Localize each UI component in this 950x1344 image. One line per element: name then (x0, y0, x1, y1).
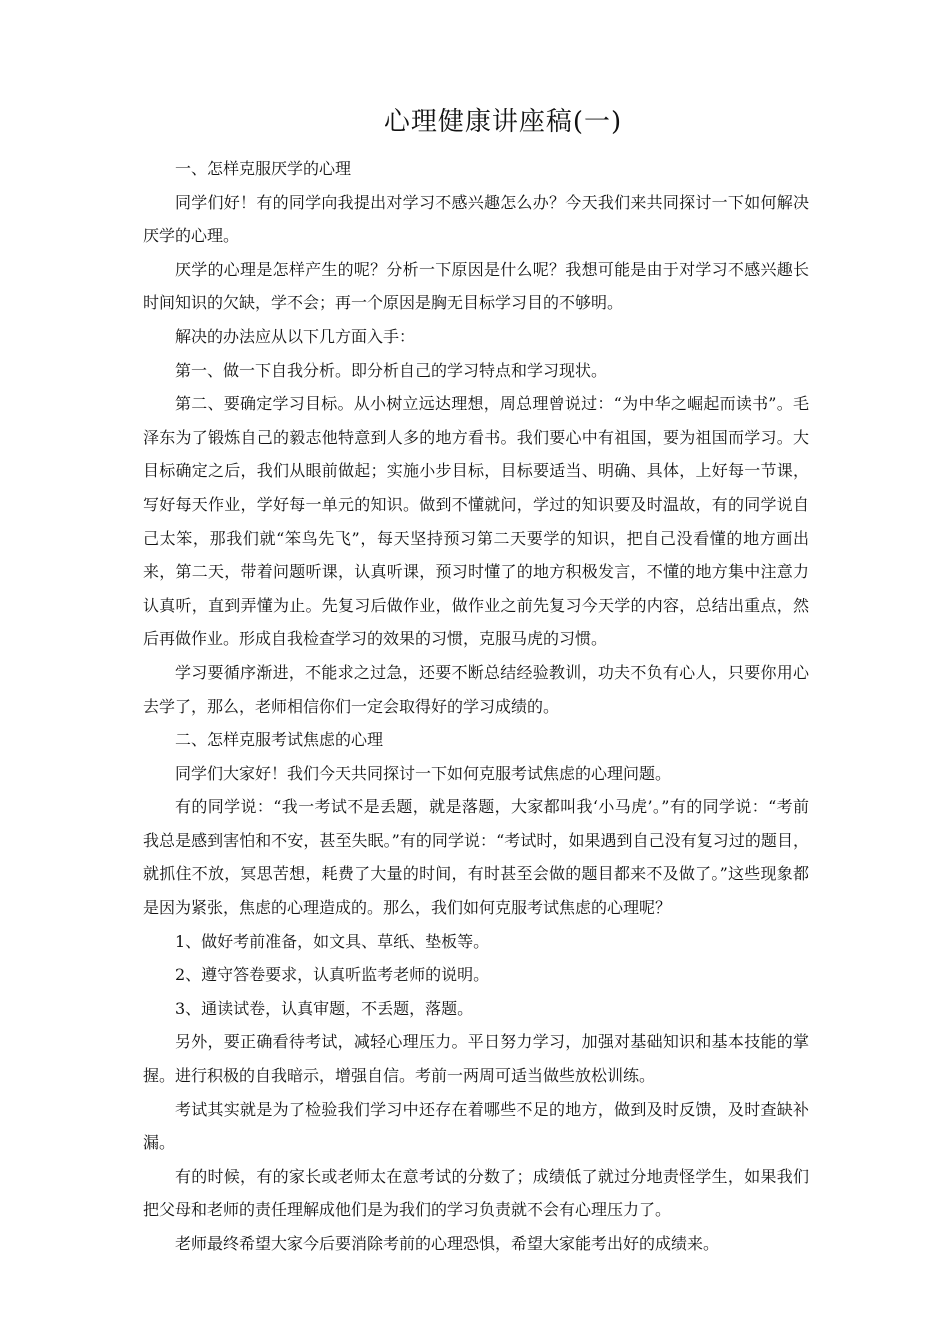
paragraph: 学习要循序渐进，不能求之过急，还要不断总结经验教训，功夫不负有心人，只要你用心去学了，那么，老师相信你们一定会取得好的学习成绩的。 (143, 662, 809, 716)
section-heading-2: 二、怎样克服考试焦虑的心理 (175, 730, 384, 750)
paragraph: 有的时候，有的家长或老师太在意考试的分数了；成绩低了就过分地责怪学生，如果我们把父母和老师的责任理解成他们是为我们的学习负责就不会有心理压力了。 (143, 1166, 809, 1220)
paragraph: 第二、要确定学习目标。从小树立远达理想，周总理曾说过：“为中华之崛起而读书”。毛泽东为了锻炼自己的毅志他特意到人多的地方看书。我们要心中有祖国，要为祖国而学习。大目标确定之后，我们从眼前做起；实施小步目标，目标要适当、明确、具体，上好每一节课，写好每天作业，学好每一单元的知识。做到不懂就问，学过的知识要及时温故，有的同学说自己太笨，那我们就“笨鸟先飞”，每天坚持预习第二天要学的知识，把自己没看懂的地方画出来，第二天，带着问题听课，认真听课，预习时懂了的地方积极发言，不懂的地方集中注意力认真听，直到弄懂为止。先复习后做作业，做作业之前先复习今天学的内容，总结出重点，然后再做作业。形成自我检查学习的效果的习惯，克服马虎的习惯。 (143, 394, 809, 649)
list-item: 2、遵守答卷要求，认真听监考老师的说明。 (175, 965, 490, 985)
paragraph: 有的同学说：“我一考试不是丢题，就是落题，大家都叫我‘小马虎’。”有的同学说：“考前我总是感到害怕和不安，甚至失眠。”有的同学说：“考试时，如果遇到自己没有复习过的题目，就抓住不放，冥思苦想，耗费了大量的时间，有时甚至会做的题目都来不及做了。”这些现象都是因为紧张，焦虑的心理造成的。那么，我们如何克服考试焦虑的心理呢？ (143, 797, 809, 918)
document-title: 心理健康讲座稿(一) (383, 107, 623, 137)
list-item: 1、做好考前准备，如文具、草纸、垫板等。 (175, 931, 490, 951)
paragraph: 第一、做一下自我分析。即分析自己的学习特点和学习现状。 (175, 360, 608, 380)
document-body (143, 152, 809, 1261)
list-item: 3、通读试卷，认真审题，不丢题，落题。 (175, 998, 474, 1018)
paragraph: 老师最终希望大家今后要消除考前的心理恐惧，希望大家能考出好的成绩来。 (175, 1234, 720, 1253)
section-heading-1: 一、怎样克服厌学的心理 (175, 159, 352, 178)
paragraph: 另外，要正确看待考试，减轻心理压力。平日努力学习，加强对基础知识和基本技能的掌握。进行积极的自我暗示，增强自信。考前一两周可适当做些放松训练。 (143, 1032, 809, 1086)
paragraph: 解决的办法应从以下几方面入手： (175, 326, 416, 346)
paragraph: 厌学的心理是怎样产生的呢？分析一下原因是什么呢？我想可能是由于对学习不感兴趣长时间知识的欠缺，学不会；再一个原因是胸无目标学习目的不够明。 (143, 259, 809, 313)
paragraph: 同学们大家好！我们今天共同探讨一下如何克服考试焦虑的心理问题。 (175, 763, 672, 783)
paragraph: 同学们好！有的同学向我提出对学习不感兴趣怎么办？今天我们来共同探讨一下如何解决厌学的心理。 (143, 192, 809, 246)
paragraph: 考试其实就是为了检验我们学习中还存在着哪些不足的地方，做到及时反馈，及时查缺补漏。 (143, 1099, 809, 1153)
